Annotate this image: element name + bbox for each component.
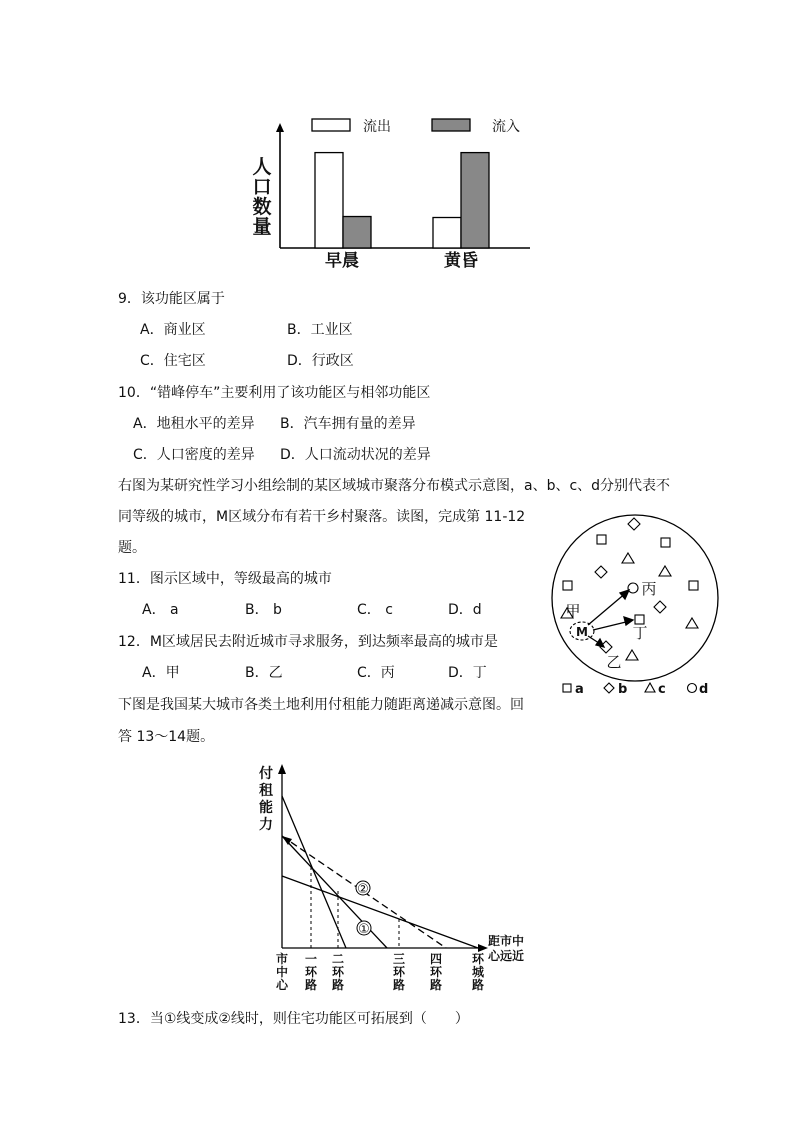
rent-tick-label-char: 心 — [275, 978, 289, 992]
rent-xlabel: 距市中 — [488, 934, 525, 948]
bar-morning-inflow — [343, 217, 371, 248]
label-m: M — [576, 625, 588, 639]
legend-d-circle — [688, 684, 697, 693]
rent-tick-label-char: 路 — [331, 978, 345, 992]
city-c-triangle — [626, 650, 638, 660]
city-c-triangle — [659, 566, 671, 576]
intro3-line2: 答 13～14题。 — [118, 729, 215, 745]
city-a-square — [689, 581, 698, 590]
rent-ylabel-char: 付 — [259, 766, 273, 782]
rent-tick-label-char: 环 — [471, 952, 485, 966]
rent-tick-label-char: 一 — [304, 952, 318, 966]
arrowhead — [620, 590, 629, 599]
rent-y-arrow — [278, 764, 286, 774]
q11-option-b: B． b — [245, 602, 282, 618]
y-label-char: 人 — [252, 156, 272, 178]
rent-tick-label-char: 环 — [304, 965, 318, 979]
city-a-square — [635, 615, 644, 624]
arrowhead — [596, 639, 604, 647]
city-a-square — [563, 581, 572, 590]
rent-tick-label-char: 路 — [392, 978, 406, 992]
legend-label-outflow: 流出 — [363, 119, 391, 135]
line-1-label: ① — [358, 922, 370, 937]
settlement-map — [548, 508, 728, 700]
rent-tick-label-char: 市 — [275, 952, 289, 966]
bar-morning-outflow — [315, 153, 343, 248]
arrow-to-bing — [588, 592, 627, 625]
legend-b-diamond — [604, 683, 614, 693]
city-a-square — [597, 535, 606, 544]
rent-tick-label-char: 路 — [471, 978, 485, 992]
q9-option-d: D．行政区 — [287, 353, 354, 369]
y-label-char: 数 — [252, 196, 272, 218]
q11-stem: 11．图示区域中，等级最高的城市 — [118, 571, 332, 587]
city-d-circle — [628, 583, 638, 593]
city-b-diamond — [595, 566, 607, 578]
rent-ylabel-char: 能 — [259, 800, 273, 816]
q9-option-c: C．住宅区 — [140, 353, 206, 369]
intro2-line1: 右图为某研究性学习小组绘制的某区域城市聚落分布模式示意图，a、b、c、d分别代表不 — [118, 478, 671, 494]
intro2-line3: 题。 — [118, 540, 146, 556]
arrow-to-ding — [593, 621, 630, 630]
q10-option-a: A．地租水平的差异 — [133, 416, 255, 432]
rent-tick-label-char: 中 — [275, 965, 289, 979]
rent-tick-label-char: 四 — [429, 952, 443, 966]
q12-option-a: A．甲 — [142, 665, 180, 681]
rent-tick-label-char: 路 — [429, 978, 443, 992]
legend-b-label: b — [618, 682, 628, 697]
rent-xlabel: 心远近 — [488, 949, 525, 963]
bar-evening-outflow — [433, 218, 461, 248]
legend-swatch-outflow — [312, 119, 350, 131]
label-yi: 乙 — [606, 653, 622, 671]
rent-x-arrow — [478, 944, 488, 952]
legend-c-triangle — [645, 683, 655, 692]
q11-option-d: D．d — [448, 602, 482, 618]
legend-a-square — [563, 684, 571, 692]
city-b-diamond — [654, 601, 666, 613]
label-jia: 甲 — [565, 602, 581, 620]
q9-option-a: A．商业区 — [140, 322, 206, 338]
commercial-line — [282, 796, 346, 948]
q12-option-d: D．丁 — [448, 665, 487, 681]
rent-tick-label-char: 环 — [429, 965, 443, 979]
q10-stem: 10．“错峰停车”主要利用了该功能区与相邻功能区 — [118, 385, 431, 401]
y-label-char: 口 — [252, 176, 272, 198]
q12-option-c: C．丙 — [357, 665, 395, 681]
category-label-evening: 黄昏 — [444, 251, 478, 270]
q11-option-a: A． a — [142, 602, 179, 618]
shift-arrowhead — [282, 836, 292, 845]
rent-bid-chart — [250, 760, 540, 992]
rent-tick-label-char: 城 — [471, 965, 485, 979]
rent-tick-label-char: 路 — [304, 978, 318, 992]
q13-stem: 13．当①线变成②线时，则住宅功能区可拓展到（ ） — [118, 1011, 469, 1027]
q11-option-c: C． c — [357, 602, 393, 618]
label-bing: 丙 — [641, 580, 657, 598]
rent-tick-label-char: 环 — [331, 965, 345, 979]
rent-ylabel-char: 力 — [259, 817, 273, 833]
q12-option-b: B．乙 — [245, 665, 283, 681]
city-c-triangle — [686, 618, 698, 628]
city-a-square — [661, 538, 670, 547]
label-ding: 丁 — [632, 624, 648, 642]
legend-d-label: d — [699, 682, 709, 697]
q12-stem: 12．M区域居民去附近城市寻求服务，到达频率最高的城市是 — [118, 634, 498, 650]
bar-evening-inflow — [461, 153, 489, 248]
rent-tick-label-char: 三 — [392, 952, 406, 966]
intro3-line1: 下图是我国某大城市各类土地利用付租能力随距离递减示意图。回 — [118, 697, 524, 713]
q10-option-b: B．汽车拥有量的差异 — [280, 416, 416, 432]
legend-c-label: c — [658, 682, 666, 697]
rent-tick-labels — [275, 951, 485, 992]
category-label-morning: 早晨 — [325, 251, 359, 270]
rent-tick-label-char: 环 — [392, 965, 406, 979]
city-b-diamond — [628, 518, 640, 530]
population-flow-chart — [240, 110, 540, 270]
q9-stem: 9．该功能区属于 — [118, 291, 225, 307]
q10-option-d: D．人口流动状况的差异 — [280, 447, 431, 463]
rent-tick-label-char: 二 — [331, 952, 345, 966]
q10-option-c: C．人口密度的差异 — [133, 447, 255, 463]
y-label-char: 量 — [252, 216, 272, 238]
intro2-line2: 同等级的城市，M区域分布有若干乡村聚落。读图，完成第 11-12 — [118, 509, 526, 525]
line-2-label: ② — [357, 882, 369, 897]
residential-line-1 — [282, 836, 387, 948]
legend-swatch-inflow — [432, 119, 470, 131]
legend-a-label: a — [575, 682, 584, 697]
region-circle — [552, 515, 718, 681]
legend-label-inflow: 流入 — [492, 119, 520, 135]
rent-ylabel-char: 租 — [259, 783, 273, 799]
y-axis-arrow — [276, 123, 284, 132]
q9-option-b: B．工业区 — [287, 322, 353, 338]
city-c-triangle — [622, 553, 634, 563]
